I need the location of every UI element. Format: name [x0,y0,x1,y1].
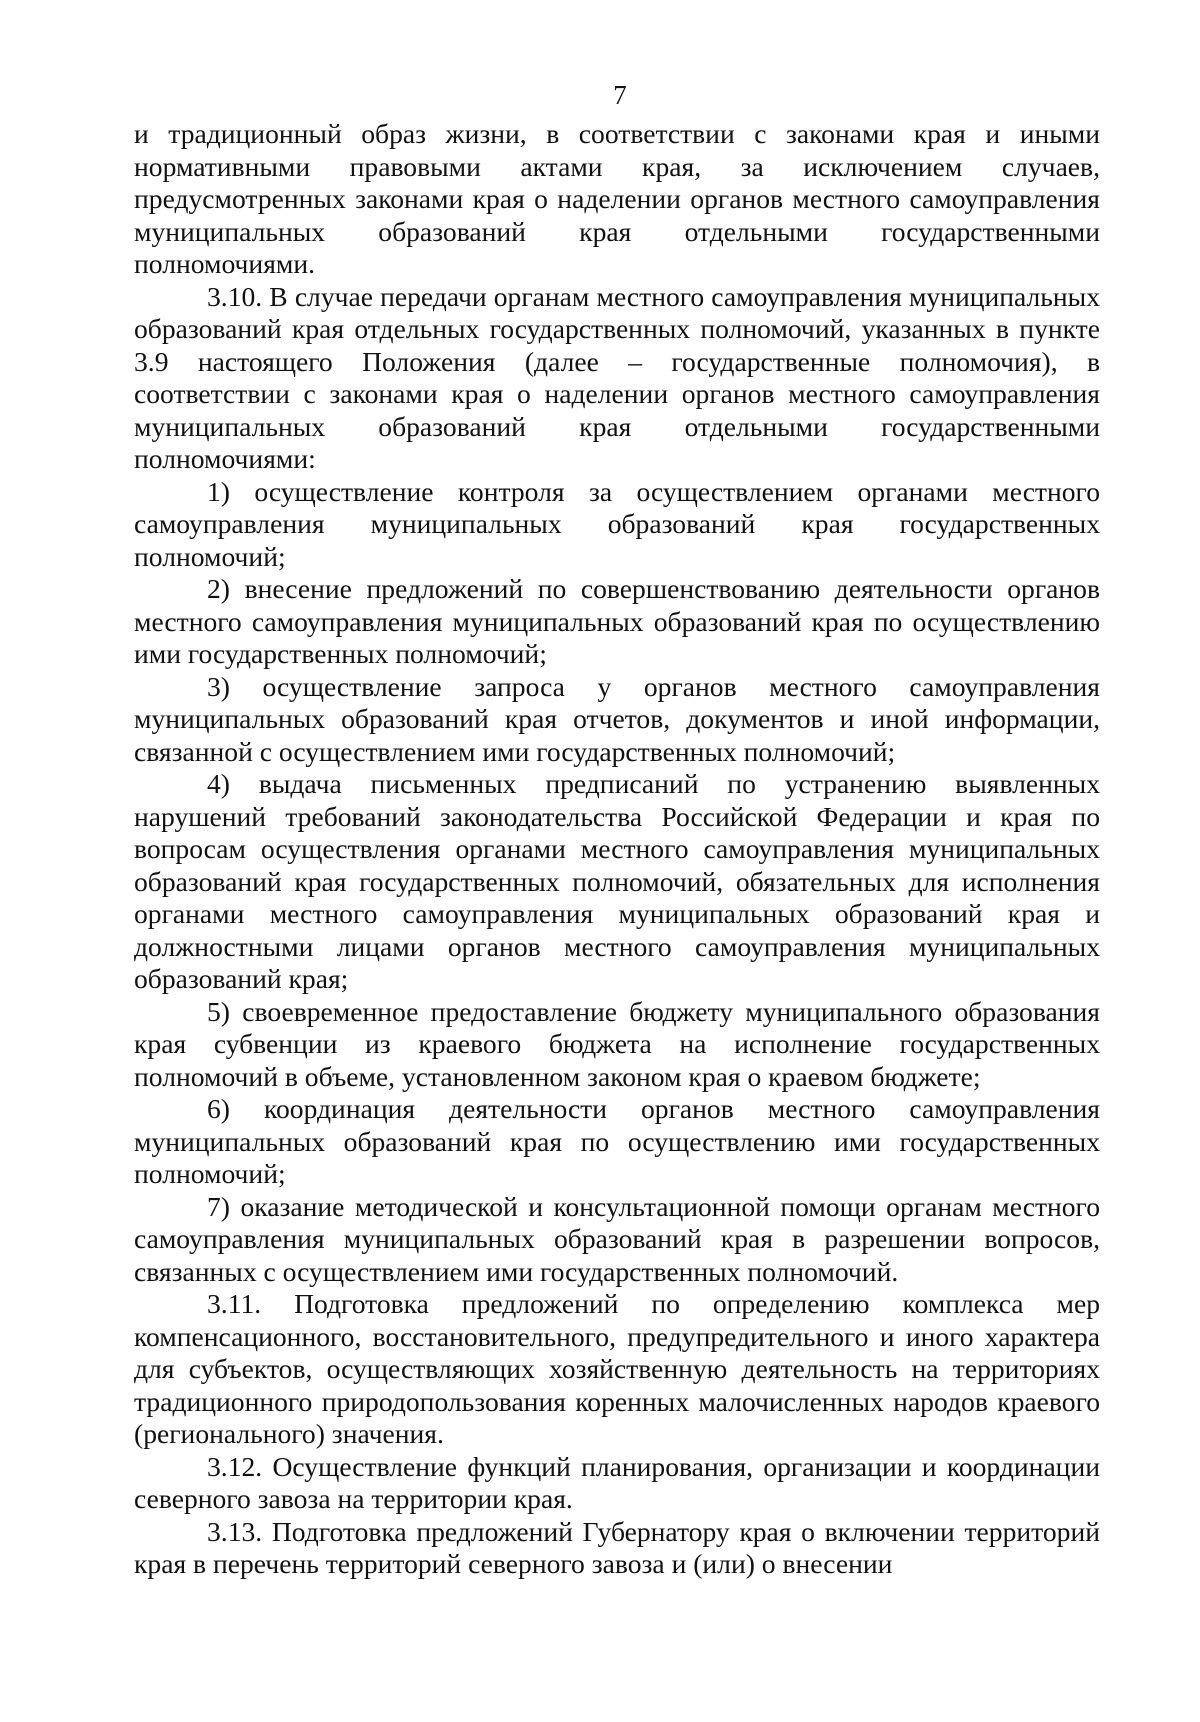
list-item-6: 6) координация деятельности органов местного самоуправления муниципальных образований края по осуществлению ими государственных полномочий; [134,1093,1100,1189]
list-item-4: 4) выдача письменных предписаний по устранению выявленных нарушений требований законодательства Российской Федерации и края по вопросам осуществления органами местного самоуправления муниципальных образований края государственных полномочий, обязательных для исполнения органами местного самоуправления муниципальных образований края и должностными лицами органов местного самоуправления муниципальных образований края; [134,768,1100,994]
paragraph-3-11: 3.11. Подготовка предложений по определению комплекса мер компенсационного, восстановительного, предупредительного и иного характера для субъектов, осуществляющих хозяйственную деятельность на территориях традиционного природопользования коренных малочисленных народов краевого (регионального) значения. [134,1288,1100,1449]
list-item-3: 3) осуществление запроса у органов местного самоуправления муниципальных образований края отчетов, документов и иной информации, связанной с осуществлением ими государственных полномочий; [134,670,1100,767]
paragraph-continued: и традиционный образ жизни, в соответствии с законами края и иными нормативными правовыми актами края, за исключением случаев, предусмотренных законами края о наделении органов местного самоуправления муниципальных образований края отдельными государственными полномочиями. [134,118,1100,279]
list-item-1: 1) осуществление контроля за осуществлением органами местного самоуправления муниципальных образований края государственных полномочий; [134,475,1100,572]
paragraph-3-12: 3.12. Осуществление функций планирования, организации и координации северного завоза на территории края. [134,1450,1100,1514]
list-item-2: 2) внесение предложений по совершенствованию деятельности органов местного самоуправления муниципальных образований края по осуществлению ими государственных полномочий; [134,573,1100,669]
list-item-7: 7) оказание методической и консультационной помощи органам местного самоуправления муниципальных образований края в разрешении вопросов, связанных с осуществлением ими государственных полномочий. [134,1190,1100,1287]
paragraph-3-10: 3.10. В случае передачи органам местного самоуправления муниципальных образований края отдельных государственных полномочий, указанных в пункте 3.9 настоящего Положения (далее – государственные полномочия), в соответствии с законами края о наделении органов местного самоуправления муниципальных образований края отдельными государственными полномочиями: [134,280,1100,474]
paragraph-3-13: 3.13. Подготовка предложений Губернатору края о включении территорий края в перечень территорий северного завоза и (или) о внесении [134,1515,1100,1579]
document-body [134,118,1100,1581]
page-number: 7 [613,80,627,110]
list-item-5: 5) своевременное предоставление бюджету муниципального образования края субвенции из краевого бюджета на исполнение государственных полномочий в объеме, установленном законом края о краевом бюджете; [134,995,1100,1092]
